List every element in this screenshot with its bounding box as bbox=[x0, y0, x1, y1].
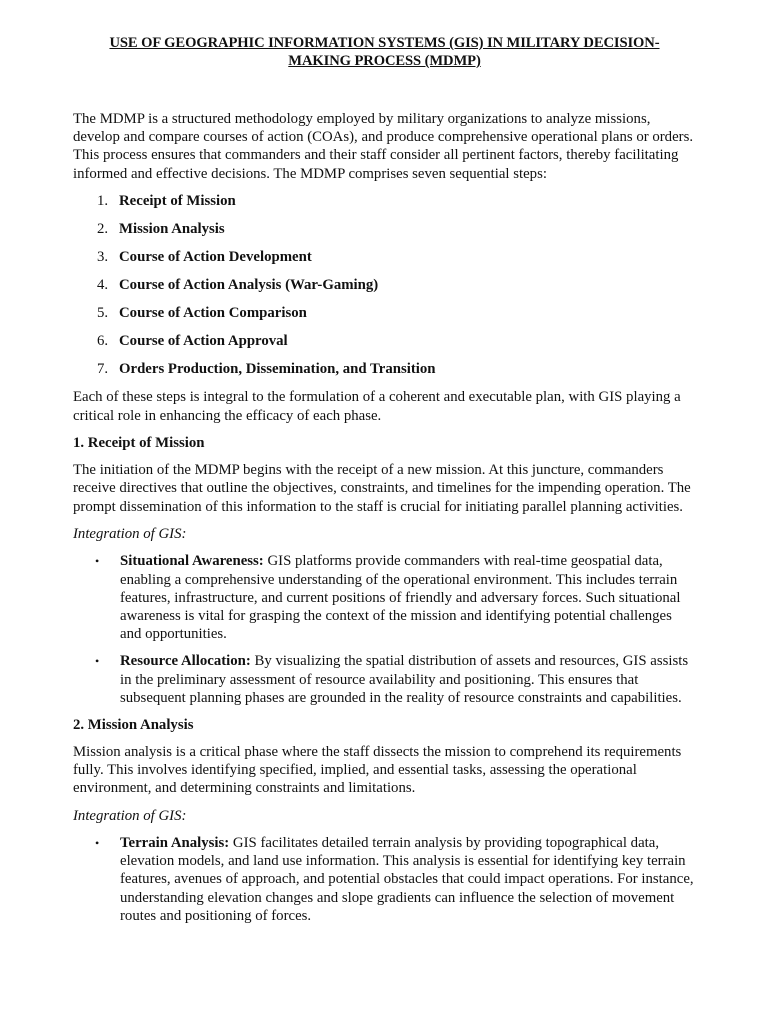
steps-list bbox=[73, 192, 696, 378]
bullet-text: GIS platforms provide commanders with real-time geospatial data, enabling a comprehensive understanding of the operational environment. This includes terrain features, infrastructure, and current positions of friendly and adversary forces. Such situational awareness is vital for grasping the context of the mission and identifying potential challenges and opportunities. bbox=[120, 553, 681, 643]
document-title bbox=[73, 34, 696, 70]
list-item bbox=[73, 834, 696, 925]
integration-label: Integration of GIS: bbox=[73, 526, 187, 543]
step-number: 3. bbox=[97, 249, 109, 266]
bullet-text: GIS facilitates detailed terrain analysis by providing topographical data, elevation models, and land use information. This analysis is essential for identifying key terrain features, avenues of approach, and potential obstacles that could impact operations. For instance, understanding elevation changes and slope gradients can influence the selection of movement routes and positioning of forces. bbox=[120, 835, 694, 924]
section-body: Mission analysis is a critical phase where the staff dissects the mission to comprehend its requirements fully. This involves identifying specified, implied, and essential tasks, assessing the operational environment, and determining constraints and limitations. bbox=[73, 743, 682, 797]
step-number: 5. bbox=[97, 305, 109, 322]
section-heading: 2. Mission Analysis bbox=[73, 716, 194, 733]
list-item bbox=[73, 248, 696, 266]
list-item bbox=[73, 360, 696, 378]
list-item bbox=[73, 652, 696, 707]
section-body: The initiation of the MDMP begins with the receipt of a new mission. At this juncture, commanders receive directives that outline the objectives, constraints, and timelines for the impending operation. The prompt dissemination of this information to the staff is crucial for initiating parallel planning activities. bbox=[73, 462, 691, 515]
step-number: 4. bbox=[97, 277, 109, 294]
list-item bbox=[73, 220, 696, 238]
title-line-2: MAKING PROCESS (MDMP) bbox=[288, 53, 481, 69]
step-number: 1. bbox=[97, 193, 109, 210]
step-label: Course of Action Development bbox=[119, 249, 312, 266]
step-label: Course of Action Approval bbox=[119, 333, 288, 350]
list-item bbox=[73, 332, 696, 350]
step-number: 6. bbox=[97, 333, 109, 350]
step-label: Orders Production, Dissemination, and Transition bbox=[119, 361, 436, 378]
intro-paragraph: The MDMP is a structured methodology employed by military organizations to analyze missions, develop and compare courses of action (COAs), and produce comprehensive operational plans or orders. This process ensures that commanders and their staff consider all pertinent factors, thereby facilitating informed and effective decisions. The MDMP comprises seven sequential steps: bbox=[73, 111, 694, 182]
bullet-term: Terrain Analysis: bbox=[120, 835, 230, 852]
bullet-icon: • bbox=[95, 836, 100, 851]
bullet-term: Situational Awareness: bbox=[120, 553, 264, 570]
step-label: Receipt of Mission bbox=[119, 193, 236, 210]
bullet-icon: • bbox=[95, 554, 100, 569]
list-item bbox=[73, 192, 696, 210]
bullet-body bbox=[120, 552, 696, 643]
bullet-body bbox=[120, 834, 696, 925]
list-item bbox=[73, 304, 696, 322]
section-heading: 1. Receipt of Mission bbox=[73, 435, 205, 452]
step-number: 7. bbox=[97, 361, 109, 378]
list-item bbox=[73, 276, 696, 294]
step-label: Mission Analysis bbox=[119, 221, 225, 238]
bullet-term: Resource Allocation: bbox=[120, 653, 251, 670]
bullet-body bbox=[120, 652, 696, 707]
integration-label: Integration of GIS: bbox=[73, 808, 187, 825]
bullet-list bbox=[73, 834, 696, 925]
step-label: Course of Action Analysis (War-Gaming) bbox=[119, 277, 379, 294]
title-line-1: USE OF GEOGRAPHIC INFORMATION SYSTEMS (GIS) IN MILITARY DECISION- bbox=[109, 35, 660, 51]
step-label: Course of Action Comparison bbox=[119, 305, 307, 322]
bullet-icon: • bbox=[95, 654, 100, 669]
step-number: 2. bbox=[97, 221, 109, 238]
bullet-text: By visualizing the spatial distribution of assets and resources, GIS assists in the preliminary assessment of resource availability and positioning. This ensures that subsequent planning phases are grounded in the reality of resource constraints and capabilities. bbox=[120, 653, 689, 706]
list-item bbox=[73, 552, 696, 643]
steps-summary: Each of these steps is integral to the formulation of a coherent and executable plan, with GIS playing a critical role in enhancing the efficacy of each phase. bbox=[73, 389, 681, 424]
bullet-list bbox=[73, 552, 696, 707]
